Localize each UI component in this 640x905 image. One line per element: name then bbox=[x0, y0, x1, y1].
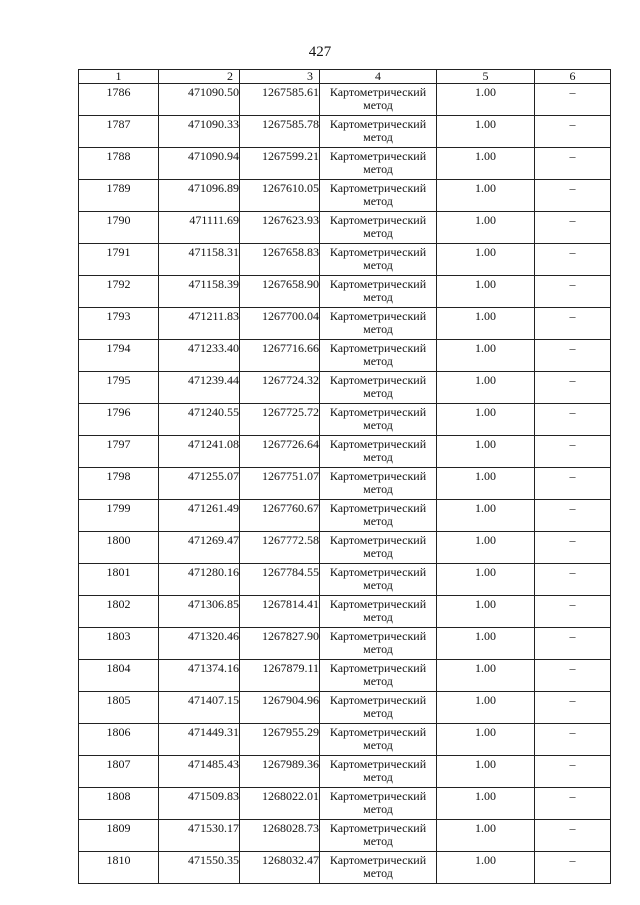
accuracy-cell: 1.00 bbox=[437, 724, 535, 756]
method-line-1: Картометрический bbox=[329, 469, 427, 483]
point-number-cell: 1804 bbox=[79, 660, 159, 692]
point-number-cell: 1789 bbox=[79, 180, 159, 212]
method-line-2: метод bbox=[363, 162, 393, 176]
accuracy-cell: 1.00 bbox=[437, 692, 535, 724]
description-cell: – bbox=[535, 468, 611, 500]
method-line-2: метод bbox=[363, 226, 393, 240]
accuracy-cell: 1.00 bbox=[437, 532, 535, 564]
method-line-2: метод bbox=[363, 706, 393, 720]
y-coordinate-cell: 1268022.01 bbox=[240, 788, 320, 820]
y-coordinate-cell: 1267623.93 bbox=[240, 212, 320, 244]
table-row bbox=[79, 564, 611, 596]
x-coordinate-cell: 471269.47 bbox=[159, 532, 240, 564]
x-coordinate-cell: 471239.44 bbox=[159, 372, 240, 404]
method-cell bbox=[320, 660, 437, 692]
description-cell: – bbox=[535, 244, 611, 276]
y-coordinate-cell: 1267585.78 bbox=[240, 116, 320, 148]
table-row bbox=[79, 788, 611, 820]
method-line-1: Картометрический bbox=[329, 309, 427, 323]
y-coordinate-cell: 1267658.90 bbox=[240, 276, 320, 308]
column-header: 2 bbox=[159, 70, 240, 84]
method-line-2: метод bbox=[363, 418, 393, 432]
method-cell bbox=[320, 180, 437, 212]
accuracy-cell: 1.00 bbox=[437, 148, 535, 180]
table-row bbox=[79, 116, 611, 148]
y-coordinate-cell: 1267724.32 bbox=[240, 372, 320, 404]
method-line-2: метод bbox=[363, 290, 393, 304]
point-number-cell: 1791 bbox=[79, 244, 159, 276]
method-line-1: Картометрический bbox=[329, 341, 427, 355]
point-number-cell: 1798 bbox=[79, 468, 159, 500]
point-number-cell: 1807 bbox=[79, 756, 159, 788]
page-number: 427 bbox=[308, 44, 332, 60]
description-cell: – bbox=[535, 180, 611, 212]
method-line-1: Картометрический bbox=[329, 245, 427, 259]
method-line-2: метод bbox=[363, 98, 393, 112]
table-header-row bbox=[79, 70, 611, 84]
accuracy-cell: 1.00 bbox=[437, 276, 535, 308]
accuracy-cell: 1.00 bbox=[437, 244, 535, 276]
method-cell bbox=[320, 84, 437, 116]
method-line-2: метод bbox=[363, 258, 393, 272]
method-line-2: метод bbox=[363, 482, 393, 496]
x-coordinate-cell: 471158.31 bbox=[159, 244, 240, 276]
y-coordinate-cell: 1267772.58 bbox=[240, 532, 320, 564]
x-coordinate-cell: 471090.33 bbox=[159, 116, 240, 148]
y-coordinate-cell: 1267658.83 bbox=[240, 244, 320, 276]
column-header: 3 bbox=[240, 70, 320, 84]
method-line-1: Картометрический bbox=[329, 533, 427, 547]
x-coordinate-cell: 471407.15 bbox=[159, 692, 240, 724]
x-coordinate-cell: 471280.16 bbox=[159, 564, 240, 596]
table-row bbox=[79, 756, 611, 788]
description-cell: – bbox=[535, 596, 611, 628]
method-cell bbox=[320, 852, 437, 884]
y-coordinate-cell: 1267751.07 bbox=[240, 468, 320, 500]
accuracy-cell: 1.00 bbox=[437, 180, 535, 212]
y-coordinate-cell: 1267599.21 bbox=[240, 148, 320, 180]
point-number-cell: 1792 bbox=[79, 276, 159, 308]
method-line-2: метод bbox=[363, 194, 393, 208]
method-line-2: метод bbox=[363, 738, 393, 752]
method-line-1: Картометрический bbox=[329, 565, 427, 579]
accuracy-cell: 1.00 bbox=[437, 628, 535, 660]
coordinates-table bbox=[78, 69, 611, 884]
point-number-cell: 1806 bbox=[79, 724, 159, 756]
method-line-2: метод bbox=[363, 130, 393, 144]
method-cell bbox=[320, 340, 437, 372]
x-coordinate-cell: 471261.49 bbox=[159, 500, 240, 532]
x-coordinate-cell: 471449.31 bbox=[159, 724, 240, 756]
method-cell bbox=[320, 404, 437, 436]
method-cell bbox=[320, 372, 437, 404]
y-coordinate-cell: 1267610.05 bbox=[240, 180, 320, 212]
table-row bbox=[79, 628, 611, 660]
y-coordinate-cell: 1267814.41 bbox=[240, 596, 320, 628]
accuracy-cell: 1.00 bbox=[437, 372, 535, 404]
method-line-2: метод bbox=[363, 834, 393, 848]
description-cell: – bbox=[535, 340, 611, 372]
y-coordinate-cell: 1268032.47 bbox=[240, 852, 320, 884]
table-row bbox=[79, 532, 611, 564]
accuracy-cell: 1.00 bbox=[437, 212, 535, 244]
y-coordinate-cell: 1267585.61 bbox=[240, 84, 320, 116]
accuracy-cell: 1.00 bbox=[437, 596, 535, 628]
y-coordinate-cell: 1267827.90 bbox=[240, 628, 320, 660]
y-coordinate-cell: 1267879.11 bbox=[240, 660, 320, 692]
accuracy-cell: 1.00 bbox=[437, 84, 535, 116]
description-cell: – bbox=[535, 404, 611, 436]
method-cell bbox=[320, 276, 437, 308]
method-line-1: Картометрический bbox=[329, 181, 427, 195]
x-coordinate-cell: 471090.94 bbox=[159, 148, 240, 180]
table-row bbox=[79, 404, 611, 436]
description-cell: – bbox=[535, 660, 611, 692]
accuracy-cell: 1.00 bbox=[437, 660, 535, 692]
point-number-cell: 1790 bbox=[79, 212, 159, 244]
accuracy-cell: 1.00 bbox=[437, 820, 535, 852]
description-cell: – bbox=[535, 500, 611, 532]
method-line-1: Картометрический bbox=[329, 661, 427, 675]
method-line-2: метод bbox=[363, 802, 393, 816]
table-row bbox=[79, 276, 611, 308]
column-header: 6 bbox=[535, 70, 611, 84]
point-number-cell: 1788 bbox=[79, 148, 159, 180]
method-cell bbox=[320, 532, 437, 564]
point-number-cell: 1799 bbox=[79, 500, 159, 532]
point-number-cell: 1793 bbox=[79, 308, 159, 340]
method-line-1: Картометрический bbox=[329, 629, 427, 643]
description-cell: – bbox=[535, 756, 611, 788]
point-number-cell: 1805 bbox=[79, 692, 159, 724]
point-number-cell: 1802 bbox=[79, 596, 159, 628]
description-cell: – bbox=[535, 116, 611, 148]
x-coordinate-cell: 471096.89 bbox=[159, 180, 240, 212]
description-cell: – bbox=[535, 148, 611, 180]
description-cell: – bbox=[535, 276, 611, 308]
accuracy-cell: 1.00 bbox=[437, 436, 535, 468]
method-cell bbox=[320, 436, 437, 468]
method-line-1: Картометрический bbox=[329, 821, 427, 835]
method-line-2: метод bbox=[363, 770, 393, 784]
method-cell bbox=[320, 564, 437, 596]
x-coordinate-cell: 471485.43 bbox=[159, 756, 240, 788]
y-coordinate-cell: 1267955.29 bbox=[240, 724, 320, 756]
method-cell bbox=[320, 308, 437, 340]
method-cell bbox=[320, 628, 437, 660]
table-row bbox=[79, 212, 611, 244]
method-line-2: метод bbox=[363, 642, 393, 656]
description-cell: – bbox=[535, 532, 611, 564]
table-row bbox=[79, 596, 611, 628]
x-coordinate-cell: 471240.55 bbox=[159, 404, 240, 436]
point-number-cell: 1803 bbox=[79, 628, 159, 660]
description-cell: – bbox=[535, 820, 611, 852]
description-cell: – bbox=[535, 788, 611, 820]
column-header: 4 bbox=[320, 70, 437, 84]
method-line-2: метод bbox=[363, 674, 393, 688]
point-number-cell: 1787 bbox=[79, 116, 159, 148]
method-cell bbox=[320, 468, 437, 500]
x-coordinate-cell: 471550.35 bbox=[159, 852, 240, 884]
point-number-cell: 1786 bbox=[79, 84, 159, 116]
method-line-1: Картометрический bbox=[329, 725, 427, 739]
y-coordinate-cell: 1267700.04 bbox=[240, 308, 320, 340]
y-coordinate-cell: 1267784.55 bbox=[240, 564, 320, 596]
method-line-2: метод bbox=[363, 546, 393, 560]
accuracy-cell: 1.00 bbox=[437, 116, 535, 148]
method-line-2: метод bbox=[363, 866, 393, 880]
point-number-cell: 1796 bbox=[79, 404, 159, 436]
method-line-1: Картометрический bbox=[329, 597, 427, 611]
method-line-1: Картометрический bbox=[329, 117, 427, 131]
column-header: 1 bbox=[79, 70, 159, 84]
method-line-1: Картометрический bbox=[329, 85, 427, 99]
point-number-cell: 1794 bbox=[79, 340, 159, 372]
accuracy-cell: 1.00 bbox=[437, 340, 535, 372]
table-row bbox=[79, 500, 611, 532]
method-line-1: Картометрический bbox=[329, 149, 427, 163]
method-cell bbox=[320, 148, 437, 180]
method-line-1: Картометрический bbox=[329, 789, 427, 803]
method-line-2: метод bbox=[363, 610, 393, 624]
method-cell bbox=[320, 596, 437, 628]
x-coordinate-cell: 471241.08 bbox=[159, 436, 240, 468]
description-cell: – bbox=[535, 692, 611, 724]
point-number-cell: 1795 bbox=[79, 372, 159, 404]
point-number-cell: 1809 bbox=[79, 820, 159, 852]
x-coordinate-cell: 471306.85 bbox=[159, 596, 240, 628]
accuracy-cell: 1.00 bbox=[437, 468, 535, 500]
accuracy-cell: 1.00 bbox=[437, 788, 535, 820]
method-cell bbox=[320, 244, 437, 276]
description-cell: – bbox=[535, 436, 611, 468]
method-cell bbox=[320, 820, 437, 852]
method-cell bbox=[320, 212, 437, 244]
x-coordinate-cell: 471211.83 bbox=[159, 308, 240, 340]
method-cell bbox=[320, 692, 437, 724]
method-cell bbox=[320, 756, 437, 788]
x-coordinate-cell: 471509.83 bbox=[159, 788, 240, 820]
accuracy-cell: 1.00 bbox=[437, 308, 535, 340]
table-row bbox=[79, 436, 611, 468]
y-coordinate-cell: 1267904.96 bbox=[240, 692, 320, 724]
y-coordinate-cell: 1267989.36 bbox=[240, 756, 320, 788]
accuracy-cell: 1.00 bbox=[437, 564, 535, 596]
point-number-cell: 1797 bbox=[79, 436, 159, 468]
point-number-cell: 1810 bbox=[79, 852, 159, 884]
table-row bbox=[79, 308, 611, 340]
accuracy-cell: 1.00 bbox=[437, 852, 535, 884]
method-cell bbox=[320, 724, 437, 756]
accuracy-cell: 1.00 bbox=[437, 404, 535, 436]
method-cell bbox=[320, 500, 437, 532]
method-line-2: метод bbox=[363, 450, 393, 464]
method-line-2: метод bbox=[363, 322, 393, 336]
method-line-1: Картометрический bbox=[329, 853, 427, 867]
point-number-cell: 1801 bbox=[79, 564, 159, 596]
y-coordinate-cell: 1267726.64 bbox=[240, 436, 320, 468]
method-line-2: метод bbox=[363, 386, 393, 400]
method-line-2: метод bbox=[363, 514, 393, 528]
accuracy-cell: 1.00 bbox=[437, 756, 535, 788]
x-coordinate-cell: 471374.16 bbox=[159, 660, 240, 692]
method-cell bbox=[320, 116, 437, 148]
table-row bbox=[79, 372, 611, 404]
table-row bbox=[79, 340, 611, 372]
table-body bbox=[79, 84, 611, 884]
description-cell: – bbox=[535, 724, 611, 756]
table-row bbox=[79, 724, 611, 756]
x-coordinate-cell: 471111.69 bbox=[159, 212, 240, 244]
table-row bbox=[79, 852, 611, 884]
description-cell: – bbox=[535, 84, 611, 116]
description-cell: – bbox=[535, 372, 611, 404]
y-coordinate-cell: 1268028.73 bbox=[240, 820, 320, 852]
x-coordinate-cell: 471158.39 bbox=[159, 276, 240, 308]
description-cell: – bbox=[535, 852, 611, 884]
table-row bbox=[79, 84, 611, 116]
method-line-1: Картометрический bbox=[329, 501, 427, 515]
method-line-1: Картометрический bbox=[329, 437, 427, 451]
point-number-cell: 1800 bbox=[79, 532, 159, 564]
table-row bbox=[79, 692, 611, 724]
y-coordinate-cell: 1267725.72 bbox=[240, 404, 320, 436]
description-cell: – bbox=[535, 628, 611, 660]
description-cell: – bbox=[535, 564, 611, 596]
x-coordinate-cell: 471530.17 bbox=[159, 820, 240, 852]
method-line-1: Картометрический bbox=[329, 213, 427, 227]
x-coordinate-cell: 471320.46 bbox=[159, 628, 240, 660]
table-row bbox=[79, 468, 611, 500]
table-row bbox=[79, 180, 611, 212]
y-coordinate-cell: 1267716.66 bbox=[240, 340, 320, 372]
method-line-1: Картометрический bbox=[329, 277, 427, 291]
method-cell bbox=[320, 788, 437, 820]
method-line-1: Картометрический bbox=[329, 693, 427, 707]
description-cell: – bbox=[535, 308, 611, 340]
x-coordinate-cell: 471233.40 bbox=[159, 340, 240, 372]
method-line-2: метод bbox=[363, 354, 393, 368]
point-number-cell: 1808 bbox=[79, 788, 159, 820]
x-coordinate-cell: 471090.50 bbox=[159, 84, 240, 116]
method-line-1: Картометрический bbox=[329, 757, 427, 771]
accuracy-cell: 1.00 bbox=[437, 500, 535, 532]
table-row bbox=[79, 148, 611, 180]
description-cell: – bbox=[535, 212, 611, 244]
table-row bbox=[79, 660, 611, 692]
y-coordinate-cell: 1267760.67 bbox=[240, 500, 320, 532]
x-coordinate-cell: 471255.07 bbox=[159, 468, 240, 500]
column-header: 5 bbox=[437, 70, 535, 84]
table-row bbox=[79, 820, 611, 852]
method-line-1: Картометрический bbox=[329, 405, 427, 419]
table-row bbox=[79, 244, 611, 276]
method-line-2: метод bbox=[363, 578, 393, 592]
method-line-1: Картометрический bbox=[329, 373, 427, 387]
